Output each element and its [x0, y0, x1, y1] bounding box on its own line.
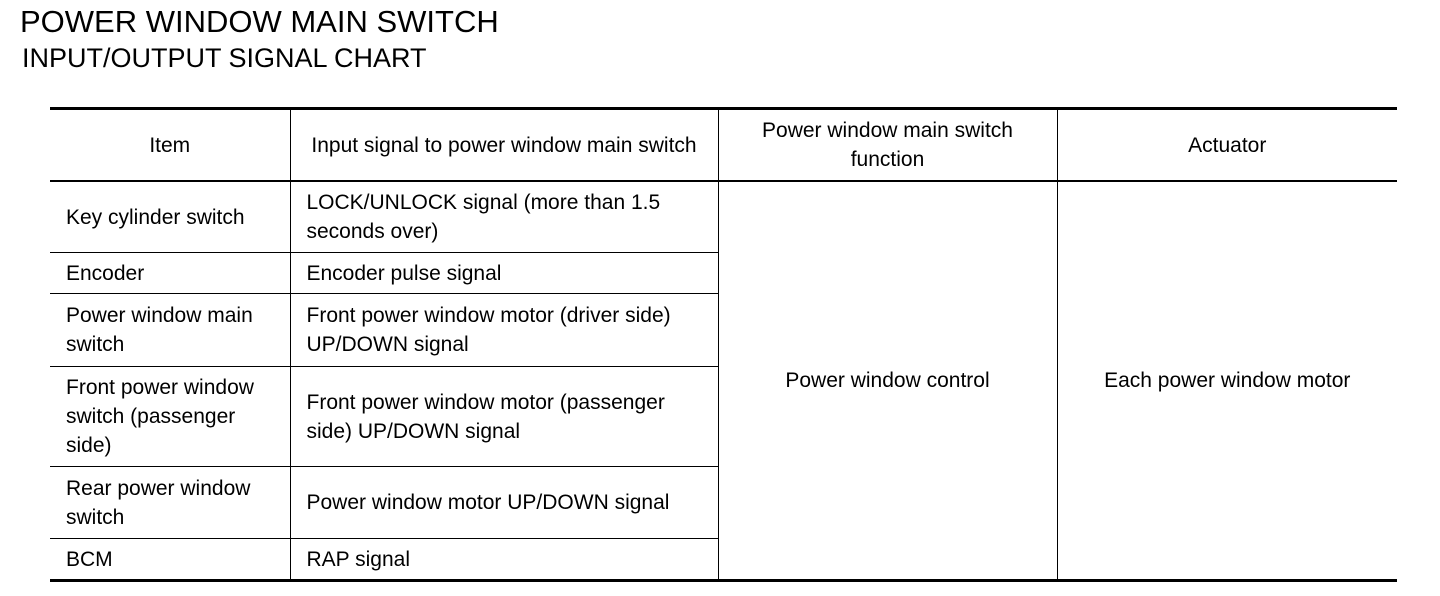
input-signal-cell: Encoder pulse signal: [290, 253, 718, 294]
header-row: [50, 109, 1397, 182]
input-signal-cell: LOCK/UNLOCK signal (more than 1.5 seconds over): [290, 181, 718, 253]
item-cell: Key cylinder switch: [50, 181, 290, 253]
input-signal-cell: RAP signal: [290, 539, 718, 581]
column-header-actuator: Actuator: [1057, 109, 1397, 182]
column-header-input-signal: Input signal to power window main switch: [290, 109, 718, 182]
item-cell: BCM: [50, 539, 290, 581]
item-cell: Rear power window switch: [50, 467, 290, 539]
column-header-function: Power window main switch function: [718, 109, 1057, 182]
table-header: [50, 109, 1397, 182]
input-signal-cell: Power window motor UP/DOWN signal: [290, 467, 718, 539]
item-cell: Encoder: [50, 253, 290, 294]
column-header-item: Item: [50, 109, 290, 182]
table-row: [50, 181, 1397, 253]
table-body: [50, 181, 1397, 581]
page-title: POWER WINDOW MAIN SWITCH: [20, 4, 499, 39]
function-cell: Power window control: [718, 181, 1057, 581]
page-subtitle: INPUT/OUTPUT SIGNAL CHART: [22, 43, 427, 73]
signal-chart-table: [50, 107, 1397, 582]
item-cell: Front power window switch (passenger side): [50, 367, 290, 467]
input-signal-cell: Front power window motor (driver side) UP/DOWN signal: [290, 294, 718, 367]
input-signal-cell: Front power window motor (passenger side) UP/DOWN signal: [290, 367, 718, 467]
actuator-cell: Each power window motor: [1057, 181, 1397, 581]
item-cell: Power window main switch: [50, 294, 290, 367]
